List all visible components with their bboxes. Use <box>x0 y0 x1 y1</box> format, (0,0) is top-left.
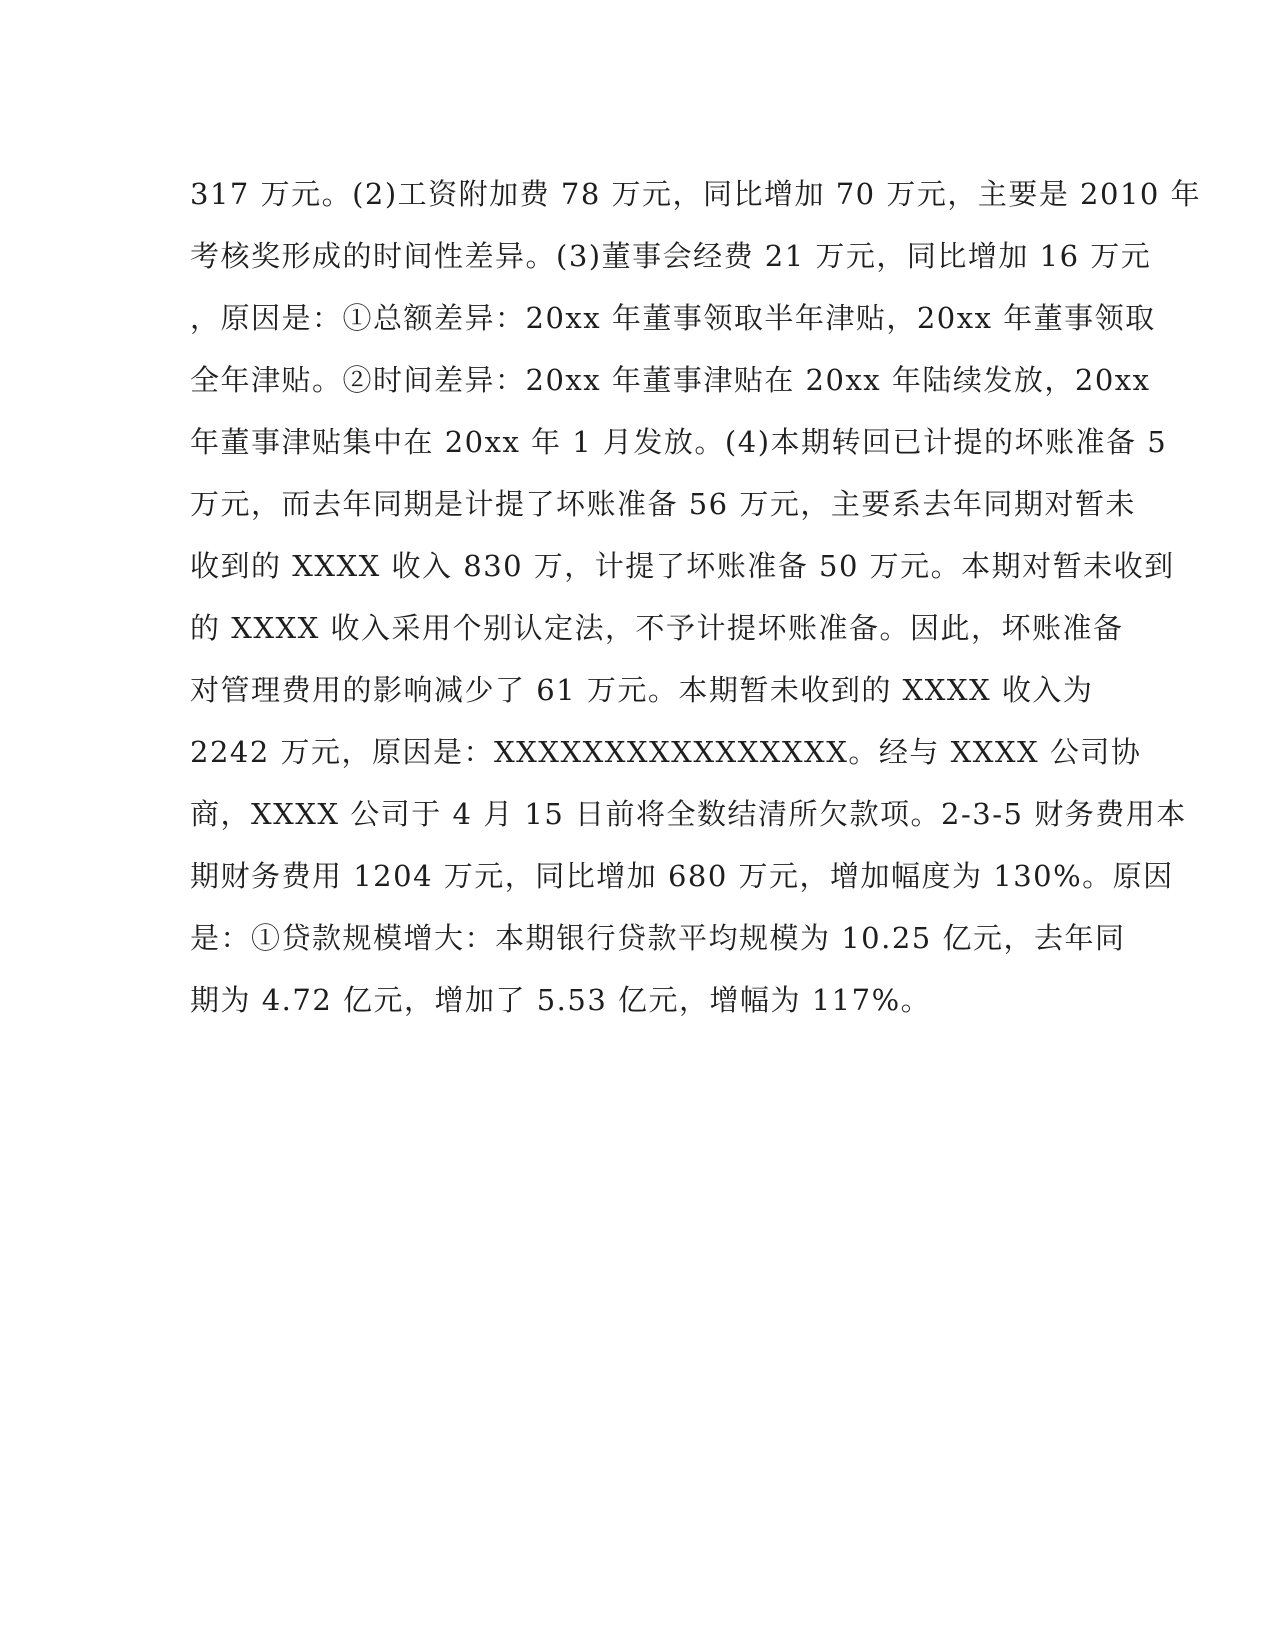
text-line: 收到的 XXXX 收入 830 万，计提了坏账准备 50 万元。本期对暂未收到 <box>190 549 1175 583</box>
text-line: 商，XXXX 公司于 4 月 15 日前将全数结清所欠款项。2-3-5 财务费用本 <box>190 797 1187 831</box>
text-line: 考核奖形成的时间性差异。(3)董事会经费 21 万元，同比增加 16 万元 <box>190 239 1152 273</box>
body-text <box>190 163 1202 1031</box>
text-line: 317 万元。(2)工资附加费 78 万元，同比增加 70 万元，主要是 2010 年 <box>190 177 1202 211</box>
text-line: 期财务费用 1204 万元，同比增加 680 万元，增加幅度为 130%。原因 <box>190 859 1174 893</box>
text-line: 对管理费用的影响减少了 61 万元。本期暂未收到的 XXXX 收入为 <box>190 673 1094 707</box>
text-line: 的 XXXX 收入采用个别认定法，不予计提坏账准备。因此，坏账准备 <box>190 611 1124 645</box>
text-line: ，原因是：①总额差异：20xx 年董事领取半年津贴，20xx 年董事领取 <box>190 301 1156 335</box>
text-line: 全年津贴。②时间差异：20xx 年董事津贴在 20xx 年陆续发放，20xx <box>190 363 1151 397</box>
text-line: 年董事津贴集中在 20xx 年 1 月发放。(4)本期转回已计提的坏账准备 5 <box>190 425 1168 459</box>
text-line: 万元，而去年同期是计提了坏账准备 56 万元，主要系去年同期对暂未 <box>190 487 1136 521</box>
text-line: 期为 4.72 亿元，增加了 5.53 亿元，增幅为 117%。 <box>190 983 932 1017</box>
text-line: 2242 万元，原因是：XXXXXXXXXXXXXXXX。经与 XXXX 公司协 <box>190 735 1142 769</box>
text-line: 是：①贷款规模增大：本期银行贷款平均规模为 10.25 亿元，去年同 <box>190 921 1126 955</box>
